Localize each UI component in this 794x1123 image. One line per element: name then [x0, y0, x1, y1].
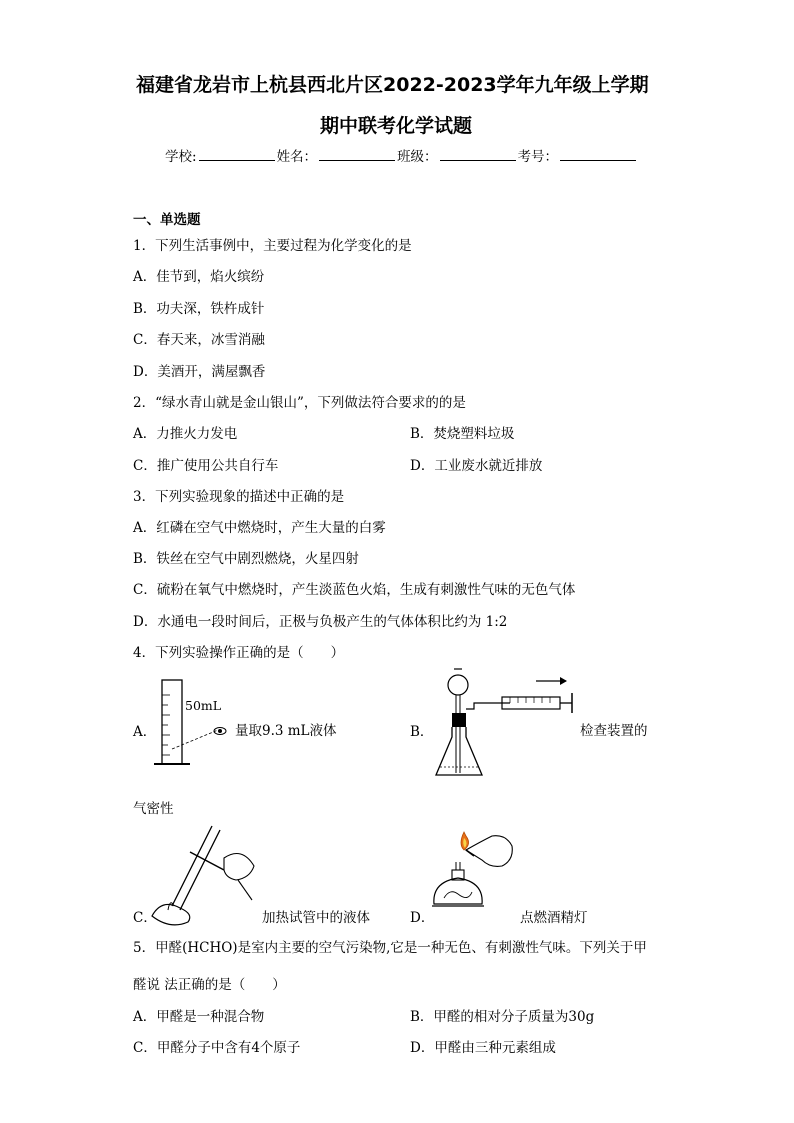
q4-option-d-label[interactable]: D．	[410, 910, 435, 926]
q2-option-c[interactable]: C．推广使用公共自行车	[133, 458, 279, 474]
q4-option-a-label[interactable]: A．	[133, 724, 157, 740]
q4-option-a-caption: 量取9.3 mL液体	[235, 723, 337, 739]
id-label: 考号：	[517, 149, 559, 165]
heating-test-tube-figure	[150, 818, 260, 928]
q4-option-b-caption: 检查装置的	[580, 723, 648, 739]
q1-option-a[interactable]: A．佳节到，焰火缤纷	[133, 269, 265, 285]
q4-option-c-caption: 加热试管中的液体	[262, 910, 370, 926]
q3-stem: 3．下列实验现象的描述中正确的是	[133, 489, 345, 505]
q3-option-c[interactable]: C．硫粉在氧气中燃烧时，产生淡蓝色火焰，生成有刺激性气味的无色气体	[133, 582, 576, 598]
name-label: 姓名：	[276, 149, 318, 165]
q2-option-a[interactable]: A．力推火力发电	[133, 426, 238, 442]
q5-option-b[interactable]: B．甲醛的相对分子质量为30g	[410, 1009, 595, 1025]
lighting-alcohol-lamp-figure	[428, 826, 528, 921]
q5-option-d[interactable]: D．甲醛由三种元素组成	[410, 1040, 556, 1056]
q2-stem: 2．“绿水青山就是金山银山”，下列做法符合要求的的是	[133, 395, 466, 411]
q3-option-a[interactable]: A．红磷在空气中燃烧时，产生大量的白雾	[133, 520, 386, 536]
q2-option-b[interactable]: B．焚烧塑料垃圾	[410, 426, 515, 442]
q3-option-d[interactable]: D．水通电一段时间后，正极与负极产生的气体体积比约为 1:2	[133, 614, 508, 630]
q1-option-b[interactable]: B．功夫深，铁杵成针	[133, 301, 265, 317]
graduated-cylinder-figure	[150, 675, 240, 775]
cylinder-volume-label: 50mL	[185, 698, 222, 713]
airtightness-check-figure	[430, 665, 580, 785]
q1-option-c[interactable]: C．春天来，冰雪消融	[133, 332, 265, 348]
q5-stem-line1: 5．甲醛(HCHO)是室内主要的空气污染物,它是一种无色、有刺激性气味。下列关于甲	[133, 940, 647, 956]
id-blank[interactable]	[560, 148, 636, 161]
q5-stem-line2: 醛说 法正确的是（ ）	[133, 977, 286, 993]
q2-option-d[interactable]: D．工业废水就近排放	[410, 458, 543, 474]
q4-option-b-caption-cont: 气密性	[133, 801, 174, 817]
class-label: 班级：	[397, 149, 438, 165]
school-label: 学校:	[165, 149, 197, 165]
school-blank[interactable]	[199, 148, 275, 161]
page-title-line1: 福建省龙岩市上杭县西北片区2022-2023学年九年级上学期	[136, 74, 649, 96]
q5-option-a[interactable]: A．甲醛是一种混合物	[133, 1009, 265, 1025]
student-info-row	[165, 145, 638, 165]
section-heading: 一、单选题	[133, 212, 201, 228]
q3-option-b[interactable]: B．铁丝在空气中剧烈燃烧，火星四射	[133, 551, 359, 567]
class-blank[interactable]	[440, 148, 516, 161]
q5-option-c[interactable]: C．甲醛分子中含有4个原子	[133, 1040, 301, 1056]
q1-stem: 1．下列生活事例中，主要过程为化学变化的是	[133, 238, 412, 254]
q4-option-b-label[interactable]: B．	[410, 724, 434, 740]
q1-option-d[interactable]: D．美酒开，满屋飘香	[133, 364, 266, 380]
name-blank[interactable]	[319, 148, 395, 161]
q4-option-c-label[interactable]: C．	[133, 910, 157, 926]
q4-stem: 4．下列实验操作正确的是（ ）	[133, 645, 345, 661]
page-title-line2: 期中联考化学试题	[320, 115, 473, 137]
q4-option-d-caption: 点燃酒精灯	[520, 910, 588, 926]
